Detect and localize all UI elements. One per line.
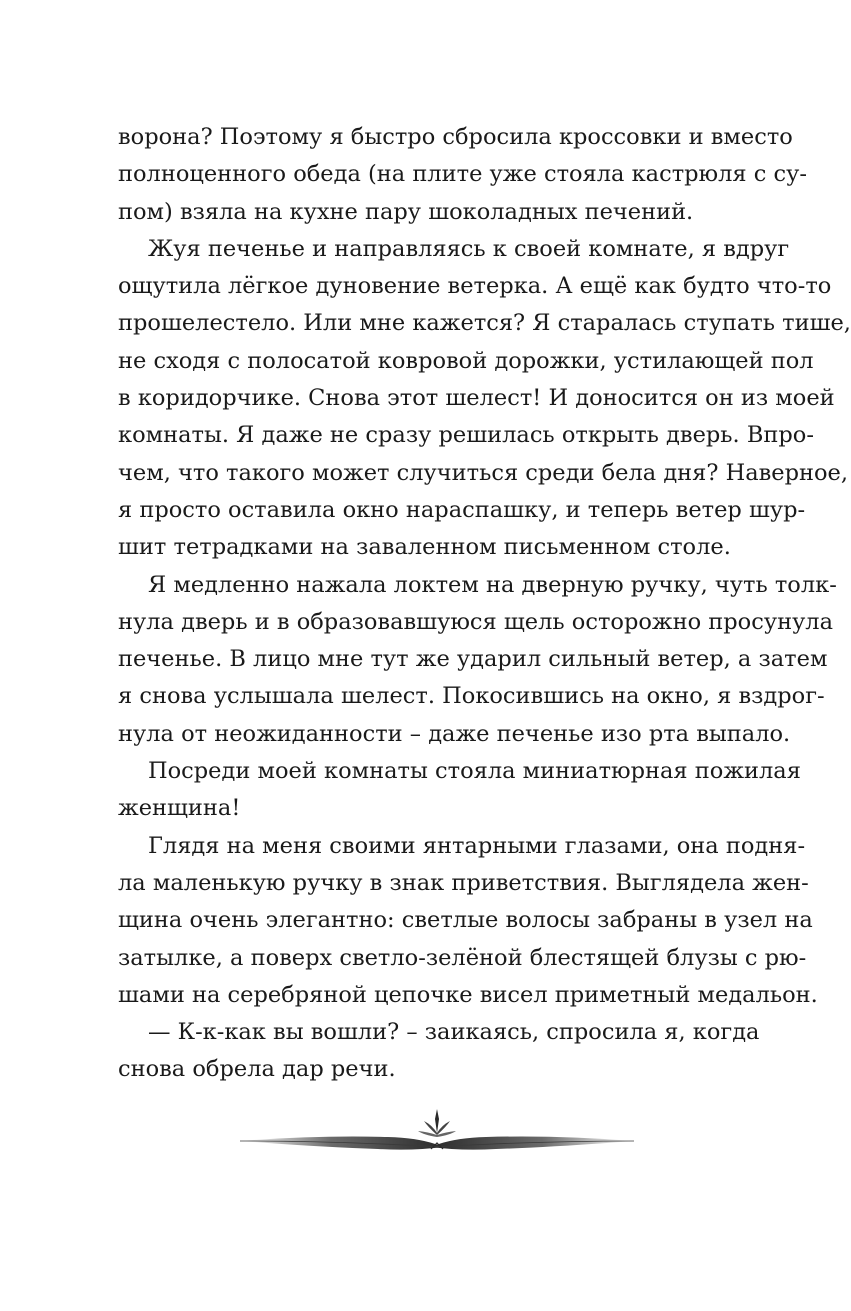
text-line: прошелестело. Или мне кажется? Я старалась ступать тише,	[118, 310, 851, 337]
text-line: ощутила лёгкое дуновение ветерка. А ещё как будто что-то	[118, 273, 832, 300]
text-line: не сходя с полосатой ковровой дорожки, устилающей пол	[118, 347, 814, 374]
text-line: я снова услышала шелест. Покосившись на окно, я вздрог-	[118, 683, 825, 710]
page-text	[118, 119, 851, 1089]
paragraph	[118, 1014, 760, 1089]
paragraph	[118, 231, 851, 567]
text-line: пом) взяла на кухне пару шоколадных печений.	[118, 198, 694, 225]
text-line: чем, что такого может случиться среди бела дня? Наверное,	[118, 459, 849, 486]
text-line: ла маленькую ручку в знак приветствия. Выглядела жен-	[118, 869, 809, 896]
text-line: Я медленно нажала локтем на дверную ручку, чуть толк-	[148, 571, 837, 598]
paragraph	[118, 828, 818, 1014]
text-line: нула от неожиданности – даже печенье изо рта выпало.	[118, 720, 791, 747]
text-line: печенье. В лицо мне тут же ударил сильный ветер, а затем	[118, 646, 828, 673]
text-line: Глядя на меня своими янтарными глазами, она подня-	[148, 832, 806, 859]
paragraph	[118, 753, 801, 828]
text-line: полноценного обеда (на плите уже стояла кастрюля с су-	[118, 161, 807, 188]
text-line: щина очень элегантно: светлые волосы забраны в узел на	[118, 907, 813, 934]
paragraph	[118, 567, 837, 753]
text-line: Посреди моей комнаты стояла миниатюрная пожилая	[148, 758, 801, 785]
text-line: нула дверь и в образовавшуюся щель осторожно просунула	[118, 608, 834, 635]
text-line: шами на серебряной цепочке висел приметный медальон.	[118, 981, 818, 1008]
text-line: женщина!	[118, 795, 241, 822]
text-line: снова обрела дар речи.	[118, 1056, 396, 1083]
paragraph	[118, 119, 807, 231]
text-line: комнаты. Я даже не сразу решилась открыть дверь. Впро-	[118, 422, 814, 449]
text-line: шит тетрадками на заваленном письменном столе.	[118, 534, 731, 561]
text-line: затылке, а поверх светло-зелёной блестящей блузы с рю-	[118, 944, 807, 971]
feather-divider-icon	[238, 1105, 636, 1157]
text-line: я просто оставила окно нараспашку, и теперь ветер шур-	[118, 496, 806, 523]
text-line: ворона? Поэтому я быстро сбросила кроссовки и вместо	[118, 124, 793, 150]
text-line: в коридорчике. Снова этот шелест! И доносится он из моей	[118, 385, 835, 412]
text-line: — К-к-как вы вошли? – заикаясь, спросила я, когда	[148, 1019, 760, 1046]
text-line: Жуя печенье и направляясь к своей комнате, я вдруг	[148, 235, 790, 262]
